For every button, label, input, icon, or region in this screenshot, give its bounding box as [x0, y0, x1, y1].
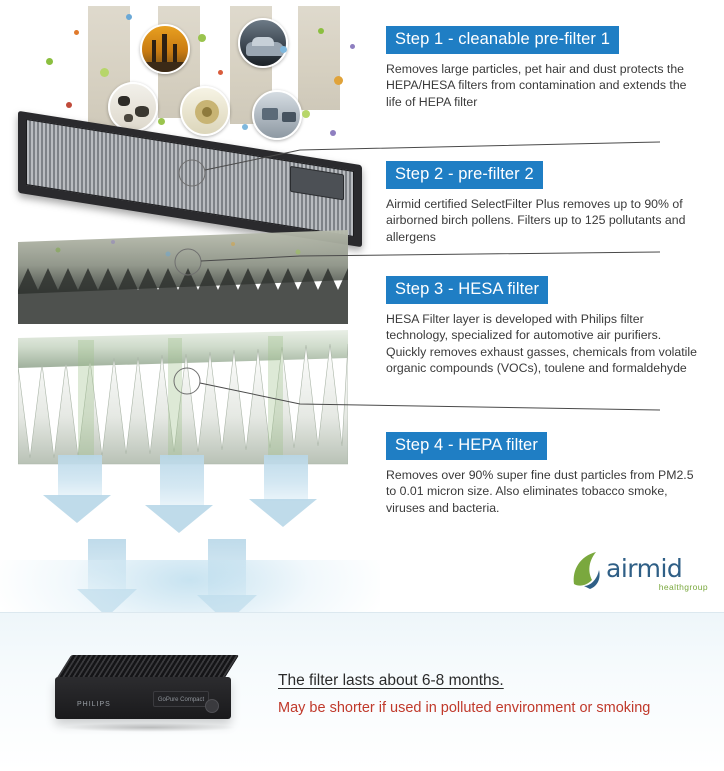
footer-text: [278, 672, 708, 716]
step-1-body: Removes large particles, pet hair and dust protects the HEPA/HESA filters from contamination and extends the life of HEPA filter: [386, 62, 687, 109]
step-4-body: Removes over 90% super fine dust particles from PM2.5 to 0.01 micron size. Also eliminates tobacco smoke, viruses and bacteria.: [386, 468, 694, 515]
step-1-title: Step 1 - cleanable pre-filter 1: [386, 26, 619, 54]
step-2-title: Step 2 - pre-filter 2: [386, 161, 543, 189]
step-2-body: Airmid certified SelectFilter Plus removes up to 90% of airborned birch pollens. Filters up to 125 pollutants and allergens: [386, 197, 686, 244]
contaminant-photo-electronics: [252, 90, 302, 140]
step-1: [386, 26, 704, 110]
device-label: GoPure Compact: [153, 691, 209, 707]
step-4-title: Step 4 - HEPA filter: [386, 432, 547, 460]
footer-warning: May be shorter if used in polluted environment or smoking: [278, 700, 651, 716]
step-4: [386, 432, 704, 516]
pre-filter-2-layer: [18, 228, 348, 328]
airmid-tagline: healthgroup: [658, 582, 708, 592]
airmid-wordmark: airmid: [606, 554, 683, 583]
step-2: [386, 161, 704, 245]
device-body: [55, 677, 231, 719]
contaminant-photo-dust: [108, 82, 158, 132]
contaminant-photo-pollen: [180, 86, 230, 136]
airmid-logo: [570, 544, 710, 598]
air-purifier-device: [55, 655, 245, 740]
device-knob-icon: [205, 699, 219, 713]
step-3-title: Step 3 - HESA filter: [386, 276, 548, 304]
device-shadow: [61, 723, 237, 732]
filter-stack-illustration: [0, 0, 380, 640]
contaminant-photo-car: [238, 18, 288, 68]
contaminant-photo-industry: [140, 24, 190, 74]
hepa-pleats: [18, 330, 348, 465]
device-brand: PHILIPS: [77, 701, 111, 708]
step-3-body: HESA Filter layer is developed with Philips filter technology, specialized for automotive air purifiers. Quickly removes exhaust gasses, chemicals from volatile organic compounds (VOCs), toulene and formaldehyde: [386, 312, 697, 376]
pre-filter-2-pleats: [18, 228, 348, 328]
hesa-hepa-layer: [18, 330, 348, 460]
airmid-leaf-icon: [570, 550, 604, 590]
step-3: [386, 276, 704, 377]
footer-lifespan: The filter lasts about 6-8 months.: [278, 672, 504, 689]
